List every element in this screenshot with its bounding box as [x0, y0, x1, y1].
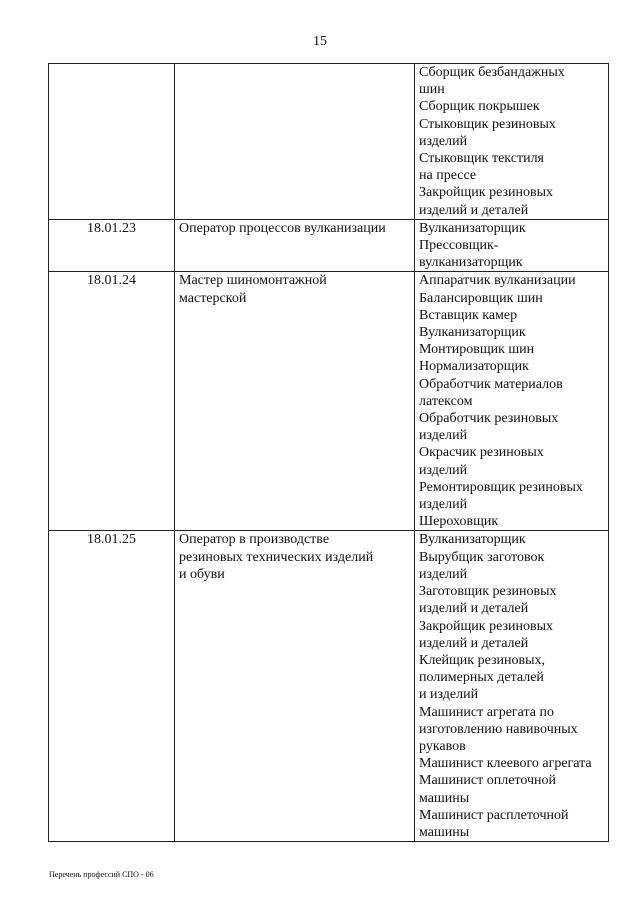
related-profession-line: Закройщик резиновых	[419, 185, 554, 201]
related-profession-line: изделий и деталей	[419, 635, 529, 651]
related-profession-line: Машинист оплеточной	[419, 773, 557, 789]
related-profession-line: Обработчик резиновых	[419, 411, 559, 427]
table-row	[49, 219, 609, 272]
related-profession-line: латексом	[419, 393, 473, 409]
related-profession-line: Монтировщик шин	[419, 342, 535, 358]
related-profession-line: на прессе	[419, 168, 477, 184]
related-profession-line: Машинист расплеточной	[419, 807, 569, 823]
profession-name-line: резиновых технических изделий	[179, 549, 374, 565]
related-profession-line: Нормализаторщик	[419, 359, 529, 375]
profession-name-line: Оператор процессов вулканизации	[179, 220, 386, 236]
related-profession-line: вулканизаторщик	[419, 255, 523, 271]
professions-table-body	[49, 64, 609, 842]
related-professions-cell	[415, 531, 609, 842]
related-profession-line: Вулканизаторщик	[419, 532, 526, 548]
table-row	[49, 531, 609, 842]
related-profession-line: Прессовщик-	[419, 238, 499, 254]
related-profession-line: Вставщик камер	[419, 307, 518, 323]
related-profession-line: изделий	[419, 462, 468, 478]
related-profession-line: машины	[419, 824, 470, 840]
related-profession-line: изделий	[419, 497, 468, 513]
related-profession-line: изделий и деталей	[419, 202, 529, 218]
related-profession-line: Стыковщик резиновых	[419, 116, 556, 132]
profession-name-line: Оператор в производстве	[179, 532, 330, 548]
related-profession-line: машины	[419, 790, 470, 806]
profession-code-cell: 18.01.23	[49, 219, 175, 272]
related-profession-line: и изделий	[419, 687, 479, 703]
related-profession-line: изготовлению навивочных	[419, 721, 578, 737]
profession-code-cell: 18.01.25	[49, 531, 175, 842]
profession-name-cell	[175, 272, 415, 531]
related-profession-line: Ремонтировщик резиновых	[419, 479, 583, 495]
related-profession-line: Шероховщик	[419, 514, 499, 530]
related-profession-line: Клейщик резиновых,	[419, 652, 546, 668]
related-profession-line: Машинист агрегата по	[419, 704, 555, 720]
profession-name-cell	[175, 64, 415, 220]
related-profession-line: Заготовщик резиновых	[419, 584, 557, 600]
related-profession-line: Машинист клеевого агрегата	[419, 756, 592, 772]
profession-name-line: Мастер шиномонтажной	[179, 273, 327, 289]
related-profession-line: Закройщик резиновых	[419, 618, 554, 634]
footer-note: Перечень профессий СПО - 06	[49, 870, 154, 879]
related-profession-line: полимерных деталей	[419, 670, 544, 686]
related-profession-line: Сборщик безбандажных	[419, 65, 565, 80]
profession-code-cell	[49, 64, 175, 220]
related-professions-cell	[415, 64, 609, 220]
related-profession-line: Сборщик покрышек	[419, 99, 540, 115]
related-profession-line: Обработчик материалов	[419, 376, 563, 392]
related-profession-line: Окрасчик резиновых	[419, 445, 544, 461]
related-professions-cell	[415, 272, 609, 531]
related-profession-line: рукавов	[419, 738, 466, 754]
related-profession-line: шин	[419, 82, 445, 98]
related-profession-line: изделий	[419, 428, 468, 444]
profession-name-cell	[175, 531, 415, 842]
related-profession-line: Вырубщик заготовок	[419, 549, 545, 565]
related-profession-line: изделий	[419, 566, 468, 582]
related-profession-line: изделий	[419, 133, 468, 149]
related-profession-line: Аппаратчик вулканизации	[419, 273, 576, 289]
profession-code-cell: 18.01.24	[49, 272, 175, 531]
table-row	[49, 272, 609, 531]
profession-name-cell	[175, 219, 415, 272]
profession-name-line: мастерской	[179, 290, 247, 306]
professions-table	[48, 63, 609, 842]
related-profession-line: изделий и деталей	[419, 601, 529, 617]
related-profession-line: Вулканизаторщик	[419, 220, 526, 236]
related-professions-cell	[415, 219, 609, 272]
page-number: 15	[313, 34, 327, 49]
table-row	[49, 64, 609, 220]
profession-name-line: и обуви	[179, 566, 225, 582]
related-profession-line: Вулканизаторщик	[419, 325, 526, 341]
related-profession-line: Балансировщик шин	[419, 290, 543, 306]
related-profession-line: Стыковщик текстиля	[419, 151, 544, 167]
